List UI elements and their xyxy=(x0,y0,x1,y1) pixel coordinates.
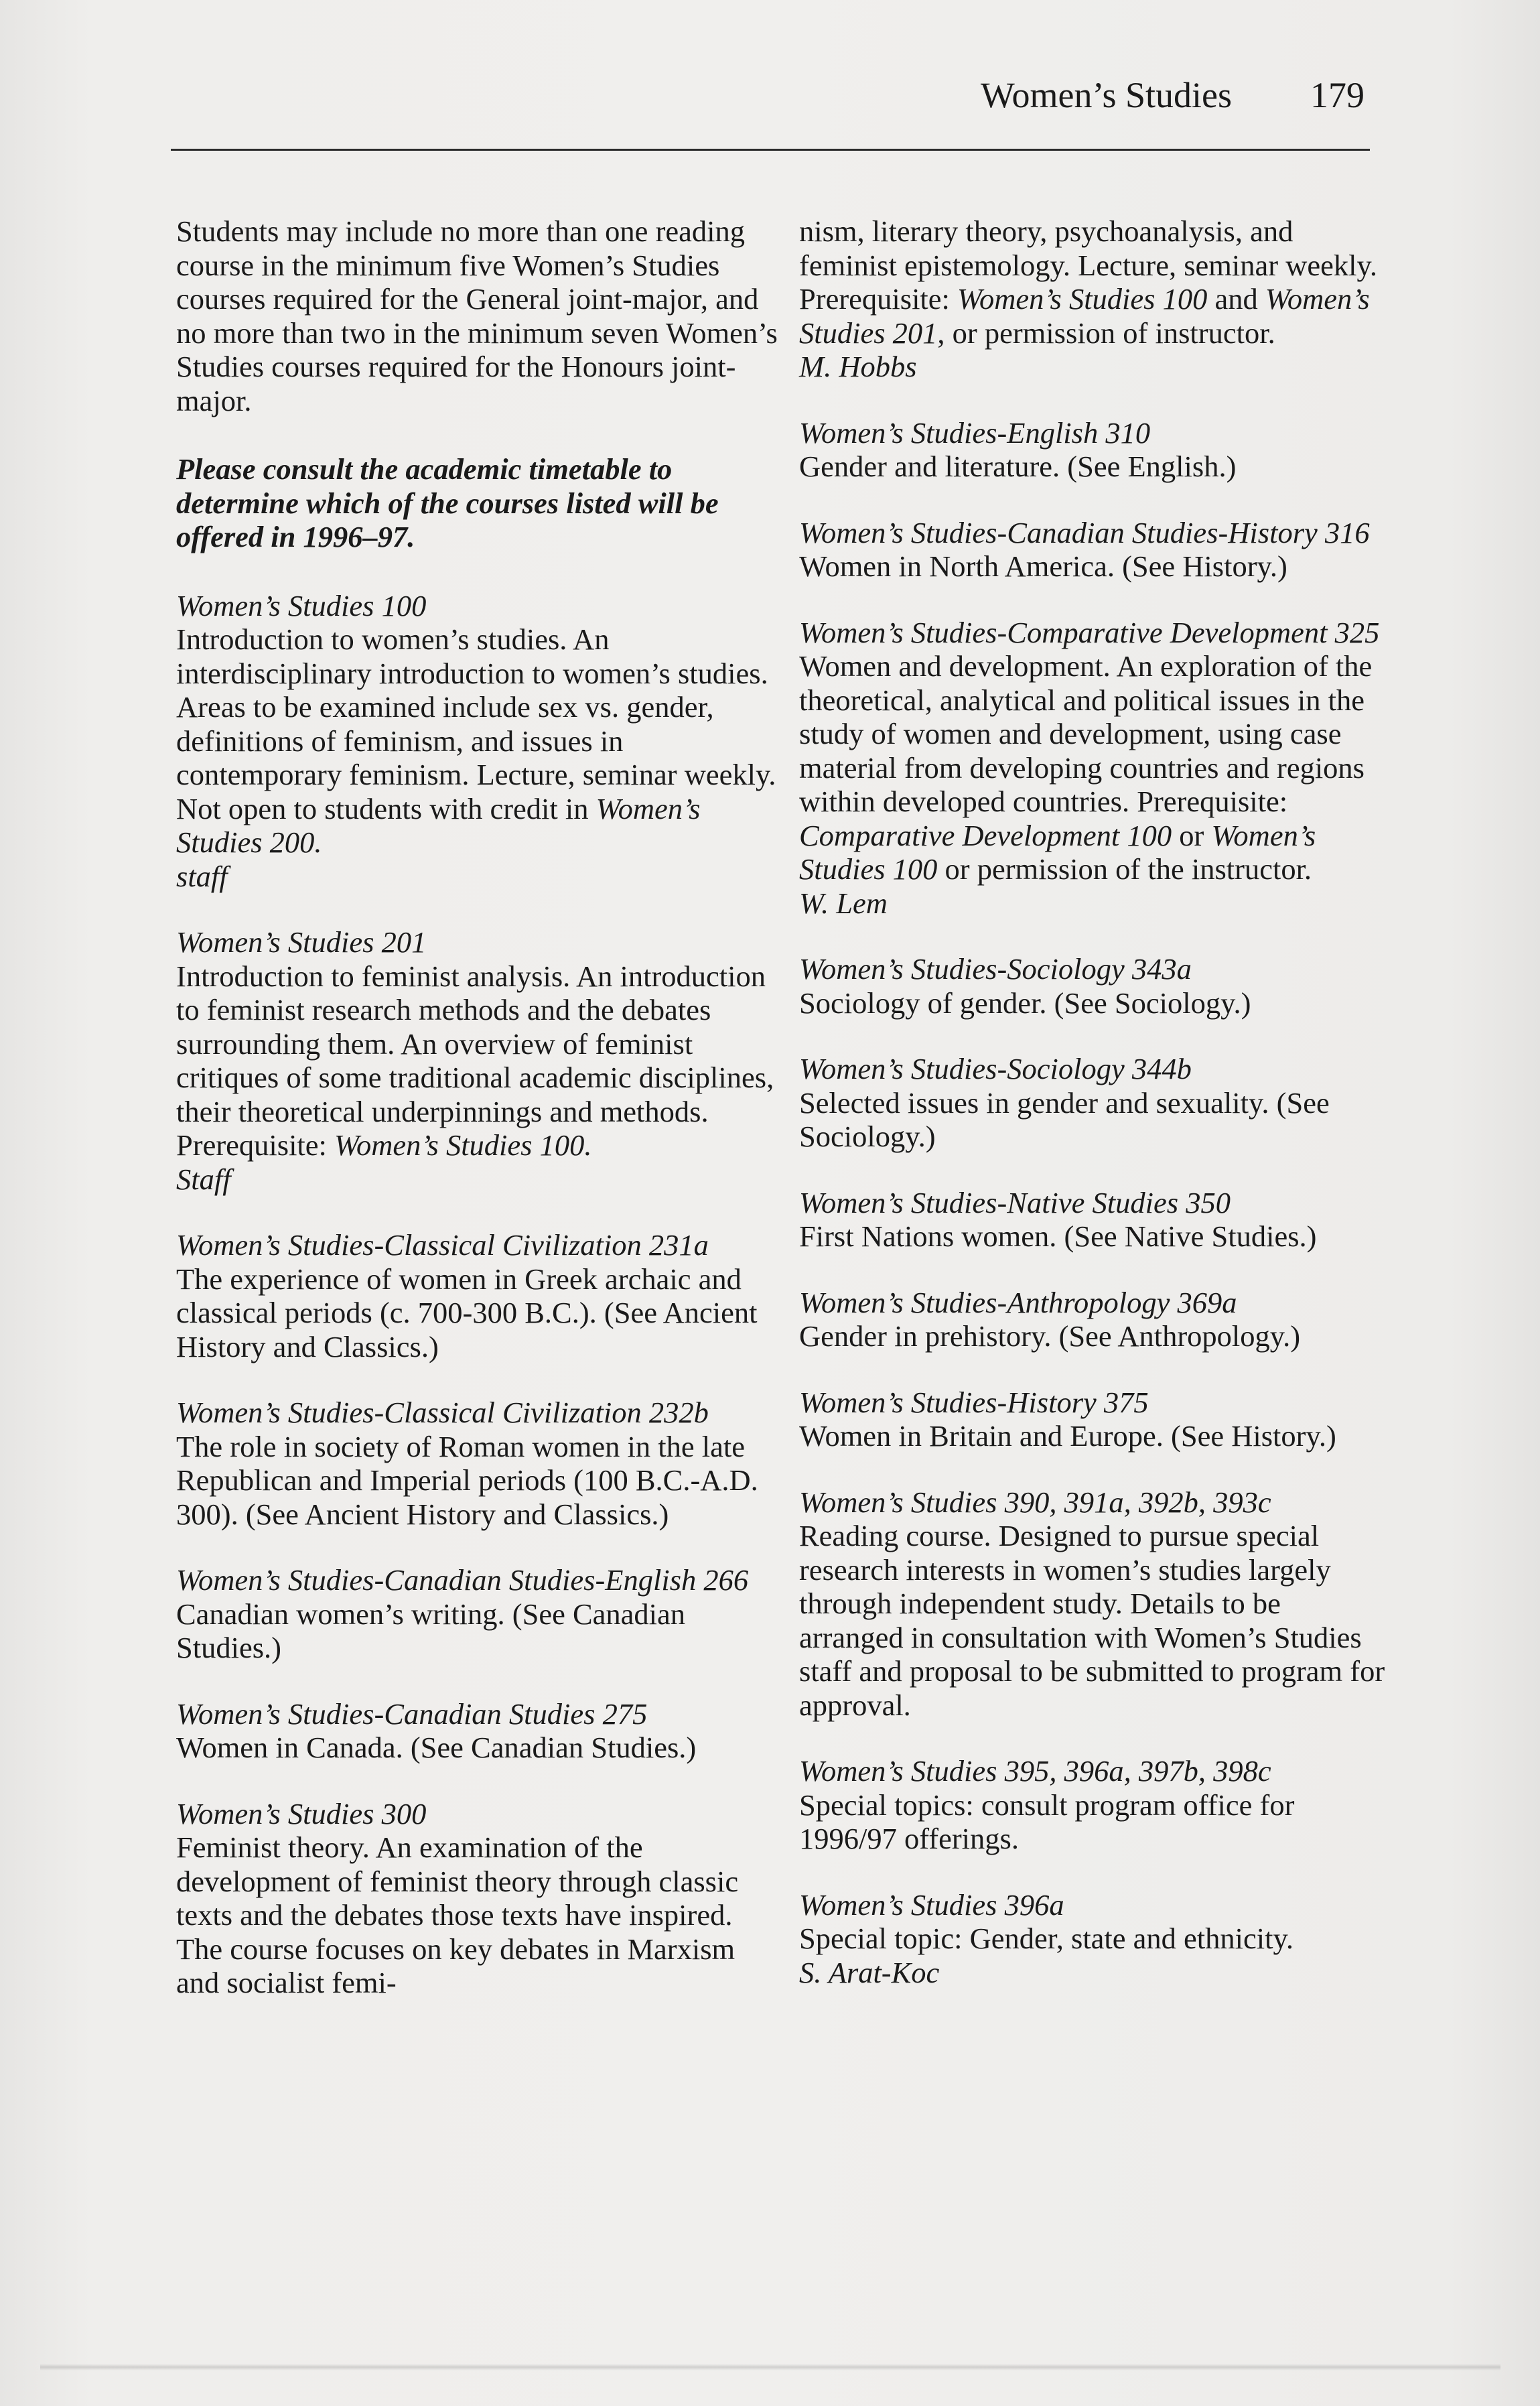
course-entry xyxy=(799,1386,1389,1453)
course-entry xyxy=(799,1888,1389,1990)
course-entry xyxy=(176,925,779,1196)
course-description: Women in Canada. (See Canadian Studies.) xyxy=(176,1731,697,1764)
course-instructor: M. Hobbs xyxy=(799,350,917,383)
course-entry xyxy=(799,1754,1389,1856)
course-description: Women in Britain and Europe. (See History.) xyxy=(799,1419,1336,1453)
course-description: Reading course. Designed to pursue special research interests in women’s studies largely through independent study. Details to be arranged in consultation with Women’s Studies staff and proposal to be submitted to program for approval. xyxy=(799,1519,1385,1722)
course-description: Introduction to feminist analysis. An introduction to feminist research methods and the debates surrounding them. An overview of feminist critiques of some traditional academic disciplines, their theoretical underpinnings and methods. Prerequisite: Women’s Studies 100. xyxy=(176,959,774,1162)
course-entry xyxy=(176,1396,779,1531)
timetable-notice: Please consult the academic timetable to determine which of the courses listed will be offered in 1996–97. xyxy=(176,452,719,553)
course-code: Women’s Studies-Sociology 344b xyxy=(799,1052,1192,1085)
course-description: nism, literary theory, psychoanalysis, and feminist epistemology. Lecture, seminar weekly. Prerequisite: Women’s Studies 100 and Women’s Studies 201, or permission of instructor. xyxy=(799,214,1377,350)
course-description: The experience of women in Greek archaic and classical periods (c. 700-300 B.C.). (See Ancient History and Classics.) xyxy=(176,1262,758,1363)
course-code: Women’s Studies 300 xyxy=(176,1796,427,1830)
course-code: Women’s Studies-Canadian Studies-History 316 xyxy=(799,515,1370,549)
course-code: Women’s Studies-Comparative Development 325 xyxy=(799,615,1380,649)
course-description: Selected issues in gender and sexuality. (See Sociology.) xyxy=(799,1085,1330,1153)
page-number: 179 xyxy=(1310,75,1364,115)
course-instructor: W. Lem xyxy=(799,886,888,920)
course-description: Special topic: Gender, state and ethnicity. xyxy=(799,1922,1293,1955)
course-code: Women’s Studies 390, 391a, 392b, 393c xyxy=(799,1485,1271,1519)
course-entry xyxy=(176,1697,779,1765)
course-reference: Women’s Studies 100. xyxy=(334,1128,592,1162)
course-code: Women’s Studies-Classical Civilization 232b xyxy=(176,1396,709,1429)
course-instructor: staff xyxy=(176,859,228,893)
course-code: Women’s Studies-Native Studies 350 xyxy=(799,1185,1231,1219)
course-description: First Nations women. (See Native Studies.) xyxy=(799,1219,1317,1253)
course-instructor: S. Arat-Koc xyxy=(799,1955,940,1989)
course-entry xyxy=(799,1286,1389,1353)
course-description: Gender in prehistory. (See Anthropology.) xyxy=(799,1319,1301,1353)
course-reference: Women’s Studies 100 xyxy=(799,818,1316,886)
course-entry xyxy=(799,616,1389,921)
course-code: Women’s Studies-History 375 xyxy=(799,1385,1149,1419)
course-entry xyxy=(799,952,1389,1020)
running-header xyxy=(0,70,1540,124)
course-instructor: Staff xyxy=(176,1162,231,1196)
header-rule xyxy=(171,149,1370,151)
course-description: Gender and literature. (See English.) xyxy=(799,450,1237,483)
course-entry xyxy=(799,1052,1389,1154)
course-code: Women’s Studies-Canadian Studies-English 266 xyxy=(176,1563,749,1597)
intro-paragraph: Students may include no more than one reading course in the minimum five Women’s Studies courses required for the General joint-major, and no more than two in the minimum seven Women’s Studies courses required for the Honours joint-major. xyxy=(176,214,778,417)
left-column xyxy=(176,214,779,2032)
course-entry xyxy=(799,516,1389,584)
course-code: Women’s Studies-Canadian Studies 275 xyxy=(176,1696,648,1731)
course-entry xyxy=(176,589,779,894)
course-code: Women’s Studies 396a xyxy=(799,1887,1064,1922)
course-reference: Women’s Studies 201 xyxy=(799,282,1370,350)
running-header-title: Women’s Studies xyxy=(980,75,1232,115)
course-code: Women’s Studies 395, 396a, 397b, 398c xyxy=(799,1754,1271,1788)
course-entry xyxy=(799,416,1389,484)
course-description: Introduction to women’s studies. An interdisciplinary introduction to women’s studies. Areas to be examined include sex vs. gender, definitions of feminism, and issues in contemporary feminism. Lecture, seminar weekly. Not open to students with credit in Women’s Studies 200. xyxy=(176,622,776,859)
course-description: Canadian women’s writing. (See Canadian Studies.) xyxy=(176,1597,686,1664)
course-entry xyxy=(799,1186,1389,1254)
course-description: Women in North America. (See History.) xyxy=(799,549,1287,583)
course-entry-continuation xyxy=(799,214,1389,384)
course-code: Women’s Studies-Sociology 343a xyxy=(799,952,1192,986)
course-code: Women’s Studies-English 310 xyxy=(799,415,1151,450)
course-description: The role in society of Roman women in the late Republican and Imperial periods (100 B.C.-A.D. 300). (See Ancient History and Classics.) xyxy=(176,1429,758,1531)
course-description: Feminist theory. An examination of the development of feminist theory through classic texts and the debates those texts have inspired. The course focuses on key debates in Marxism and socialist femi- xyxy=(176,1830,739,1999)
course-reference: Women’s Studies 200. xyxy=(176,791,701,859)
course-entry xyxy=(176,1797,779,2000)
course-reference: Comparative Development 100 xyxy=(799,818,1172,852)
course-reference: Women’s Studies 100 xyxy=(957,282,1208,316)
course-entry xyxy=(799,1485,1389,1723)
course-code: Women’s Studies 100 xyxy=(176,588,427,622)
course-code: Women’s Studies-Anthropology 369a xyxy=(799,1285,1237,1319)
course-entry xyxy=(176,1228,779,1363)
course-description: Women and development. An exploration of the theoretical, analytical and political issues in the study of women and development, using case material from developing countries and regions within developed countries. Prerequisite: Comparative Development 100 or Women’s Studies 100 or permission of the instructor. xyxy=(799,649,1373,886)
course-description: Sociology of gender. (See Sociology.) xyxy=(799,986,1251,1020)
course-description: Special topics: consult program office for 1996/97 offerings. xyxy=(799,1788,1295,1855)
right-column xyxy=(799,214,1389,2021)
course-code: Women’s Studies-Classical Civilization 231a xyxy=(176,1228,709,1262)
scan-edge-shadow xyxy=(40,2364,1500,2370)
course-entry xyxy=(176,1563,779,1665)
course-code: Women’s Studies 201 xyxy=(176,925,427,959)
